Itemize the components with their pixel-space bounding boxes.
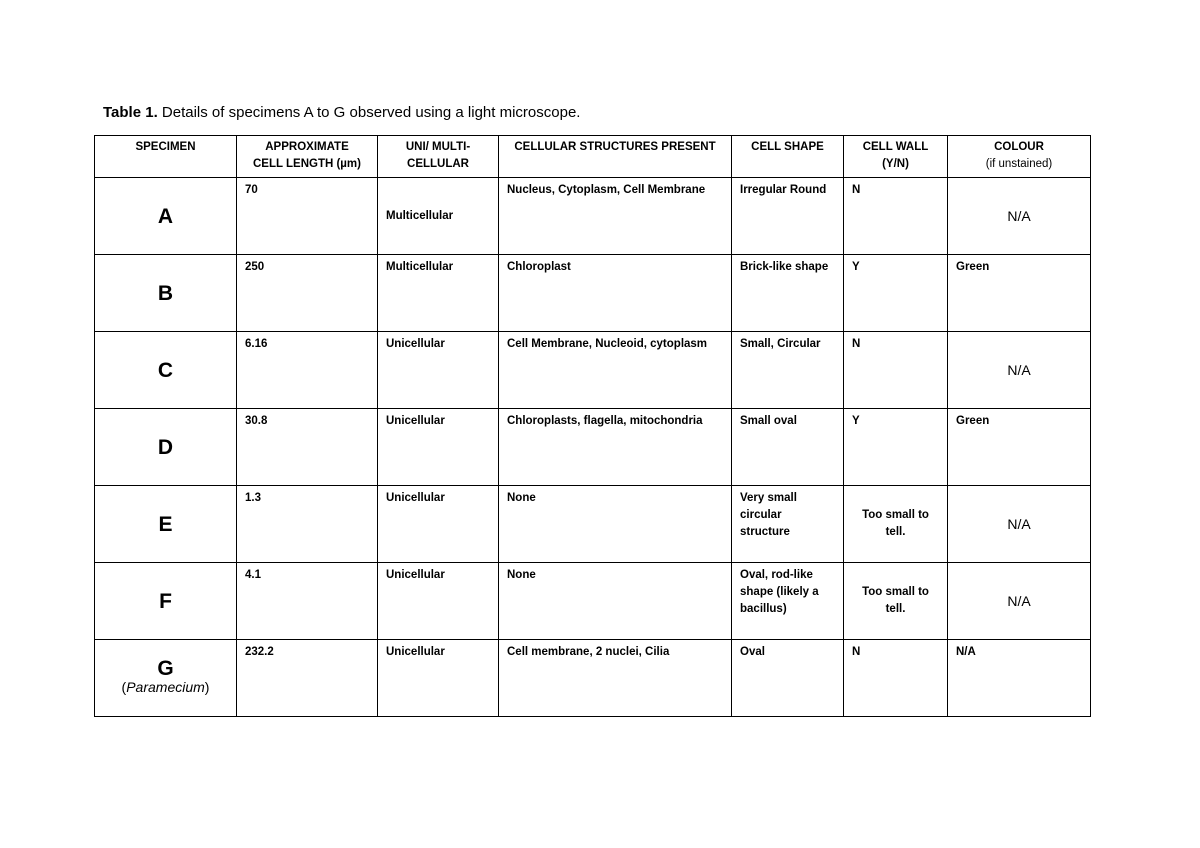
specimen-letter: G: [157, 657, 174, 680]
structures-cell: Chloroplast: [499, 255, 732, 332]
shape-cell: Very small circular structure: [732, 486, 844, 563]
length-cell: 6.16: [237, 332, 378, 409]
table-row: [95, 640, 1091, 717]
structures-cell: Cell membrane, 2 nuclei, Cilia: [499, 640, 732, 717]
wall-cell: N: [844, 332, 948, 409]
table-row: [95, 409, 1091, 486]
table-row: [95, 255, 1091, 332]
colour-cell: N/A: [948, 486, 1091, 563]
structures-cell: Nucleus, Cytoplasm, Cell Membrane: [499, 178, 732, 255]
specimen-cell: F: [95, 563, 237, 640]
colour-cell: Green: [948, 409, 1091, 486]
length-cell: 250: [237, 255, 378, 332]
table-row: [95, 332, 1091, 409]
header-row: [95, 136, 1091, 178]
length-cell: 232.2: [237, 640, 378, 717]
table-row: [95, 486, 1091, 563]
header-specimen-text: SPECIMEN: [135, 141, 196, 153]
caption-text: Details of specimens A to G observed using a light microscope.: [157, 104, 581, 121]
cellularity-cell: Unicellular: [378, 409, 499, 486]
header-specimen: [95, 136, 237, 178]
specimen-cell: B: [95, 255, 237, 332]
header-wall-line1: CELL WALL: [862, 141, 929, 153]
colour-cell: N/A: [948, 178, 1091, 255]
header-cellularity-line2: CELLULAR: [407, 158, 469, 170]
shape-cell: Oval, rod-like shape (likely a bacillus): [732, 563, 844, 640]
specimen-note: (Paramecium): [121, 679, 210, 695]
structures-cell: Cell Membrane, Nucleoid, cytoplasm: [499, 332, 732, 409]
cellularity-cell: Multicellular: [378, 178, 499, 255]
table-row: [95, 563, 1091, 640]
specimen-cell: C: [95, 332, 237, 409]
header-cellularity-line1: UNI/ MULTI-: [405, 141, 471, 153]
colour-cell: Green: [948, 255, 1091, 332]
wall-cell: Too small to tell.: [844, 486, 948, 563]
specimen-cell: E: [95, 486, 237, 563]
length-cell: 30.8: [237, 409, 378, 486]
shape-cell: Brick-like shape: [732, 255, 844, 332]
caption-label: Table 1.: [103, 104, 158, 121]
wall-cell: Y: [844, 255, 948, 332]
structures-cell: Chloroplasts, flagella, mitochondria: [499, 409, 732, 486]
header-length-line1: APPROXIMATE: [265, 141, 349, 153]
header-structures-text: CELLULAR STRUCTURES PRESENT: [514, 141, 716, 153]
header-shape: [732, 136, 844, 178]
shape-cell: Small oval: [732, 409, 844, 486]
header-wall-line2: (Y/N): [882, 158, 909, 170]
specimen-cell: [95, 640, 237, 717]
colour-cell: N/A: [948, 332, 1091, 409]
shape-cell: Irregular Round: [732, 178, 844, 255]
wall-cell: Too small to tell.: [844, 563, 948, 640]
cellularity-cell: Unicellular: [378, 486, 499, 563]
length-cell: 70: [237, 178, 378, 255]
colour-cell: N/A: [948, 563, 1091, 640]
header-length-line2: CELL LENGTH (µm): [253, 158, 361, 170]
wall-cell: Y: [844, 409, 948, 486]
cellularity-cell: Multicellular: [378, 255, 499, 332]
header-colour: [948, 136, 1091, 178]
header-cellularity: [378, 136, 499, 178]
specimen-note-text: Paramecium: [126, 679, 205, 695]
shape-cell: Oval: [732, 640, 844, 717]
length-cell: 1.3: [237, 486, 378, 563]
wall-cell: N: [844, 178, 948, 255]
table-caption: [103, 104, 580, 121]
header-colour-line1: COLOUR: [994, 141, 1044, 153]
cellularity-cell: Unicellular: [378, 563, 499, 640]
structures-cell: None: [499, 486, 732, 563]
structures-cell: None: [499, 563, 732, 640]
cellularity-cell: Unicellular: [378, 332, 499, 409]
length-cell: 4.1: [237, 563, 378, 640]
shape-cell: Small, Circular: [732, 332, 844, 409]
header-length: [237, 136, 378, 178]
table-row: [95, 178, 1091, 255]
cellularity-cell: Unicellular: [378, 640, 499, 717]
specimen-table: [94, 135, 1091, 717]
header-colour-line2: (if unstained): [985, 158, 1053, 170]
specimen-cell: A: [95, 178, 237, 255]
specimen-cell: D: [95, 409, 237, 486]
header-wall: [844, 136, 948, 178]
header-structures: [499, 136, 732, 178]
colour-cell: N/A: [948, 640, 1091, 717]
wall-cell: N: [844, 640, 948, 717]
header-shape-text: CELL SHAPE: [751, 141, 824, 153]
